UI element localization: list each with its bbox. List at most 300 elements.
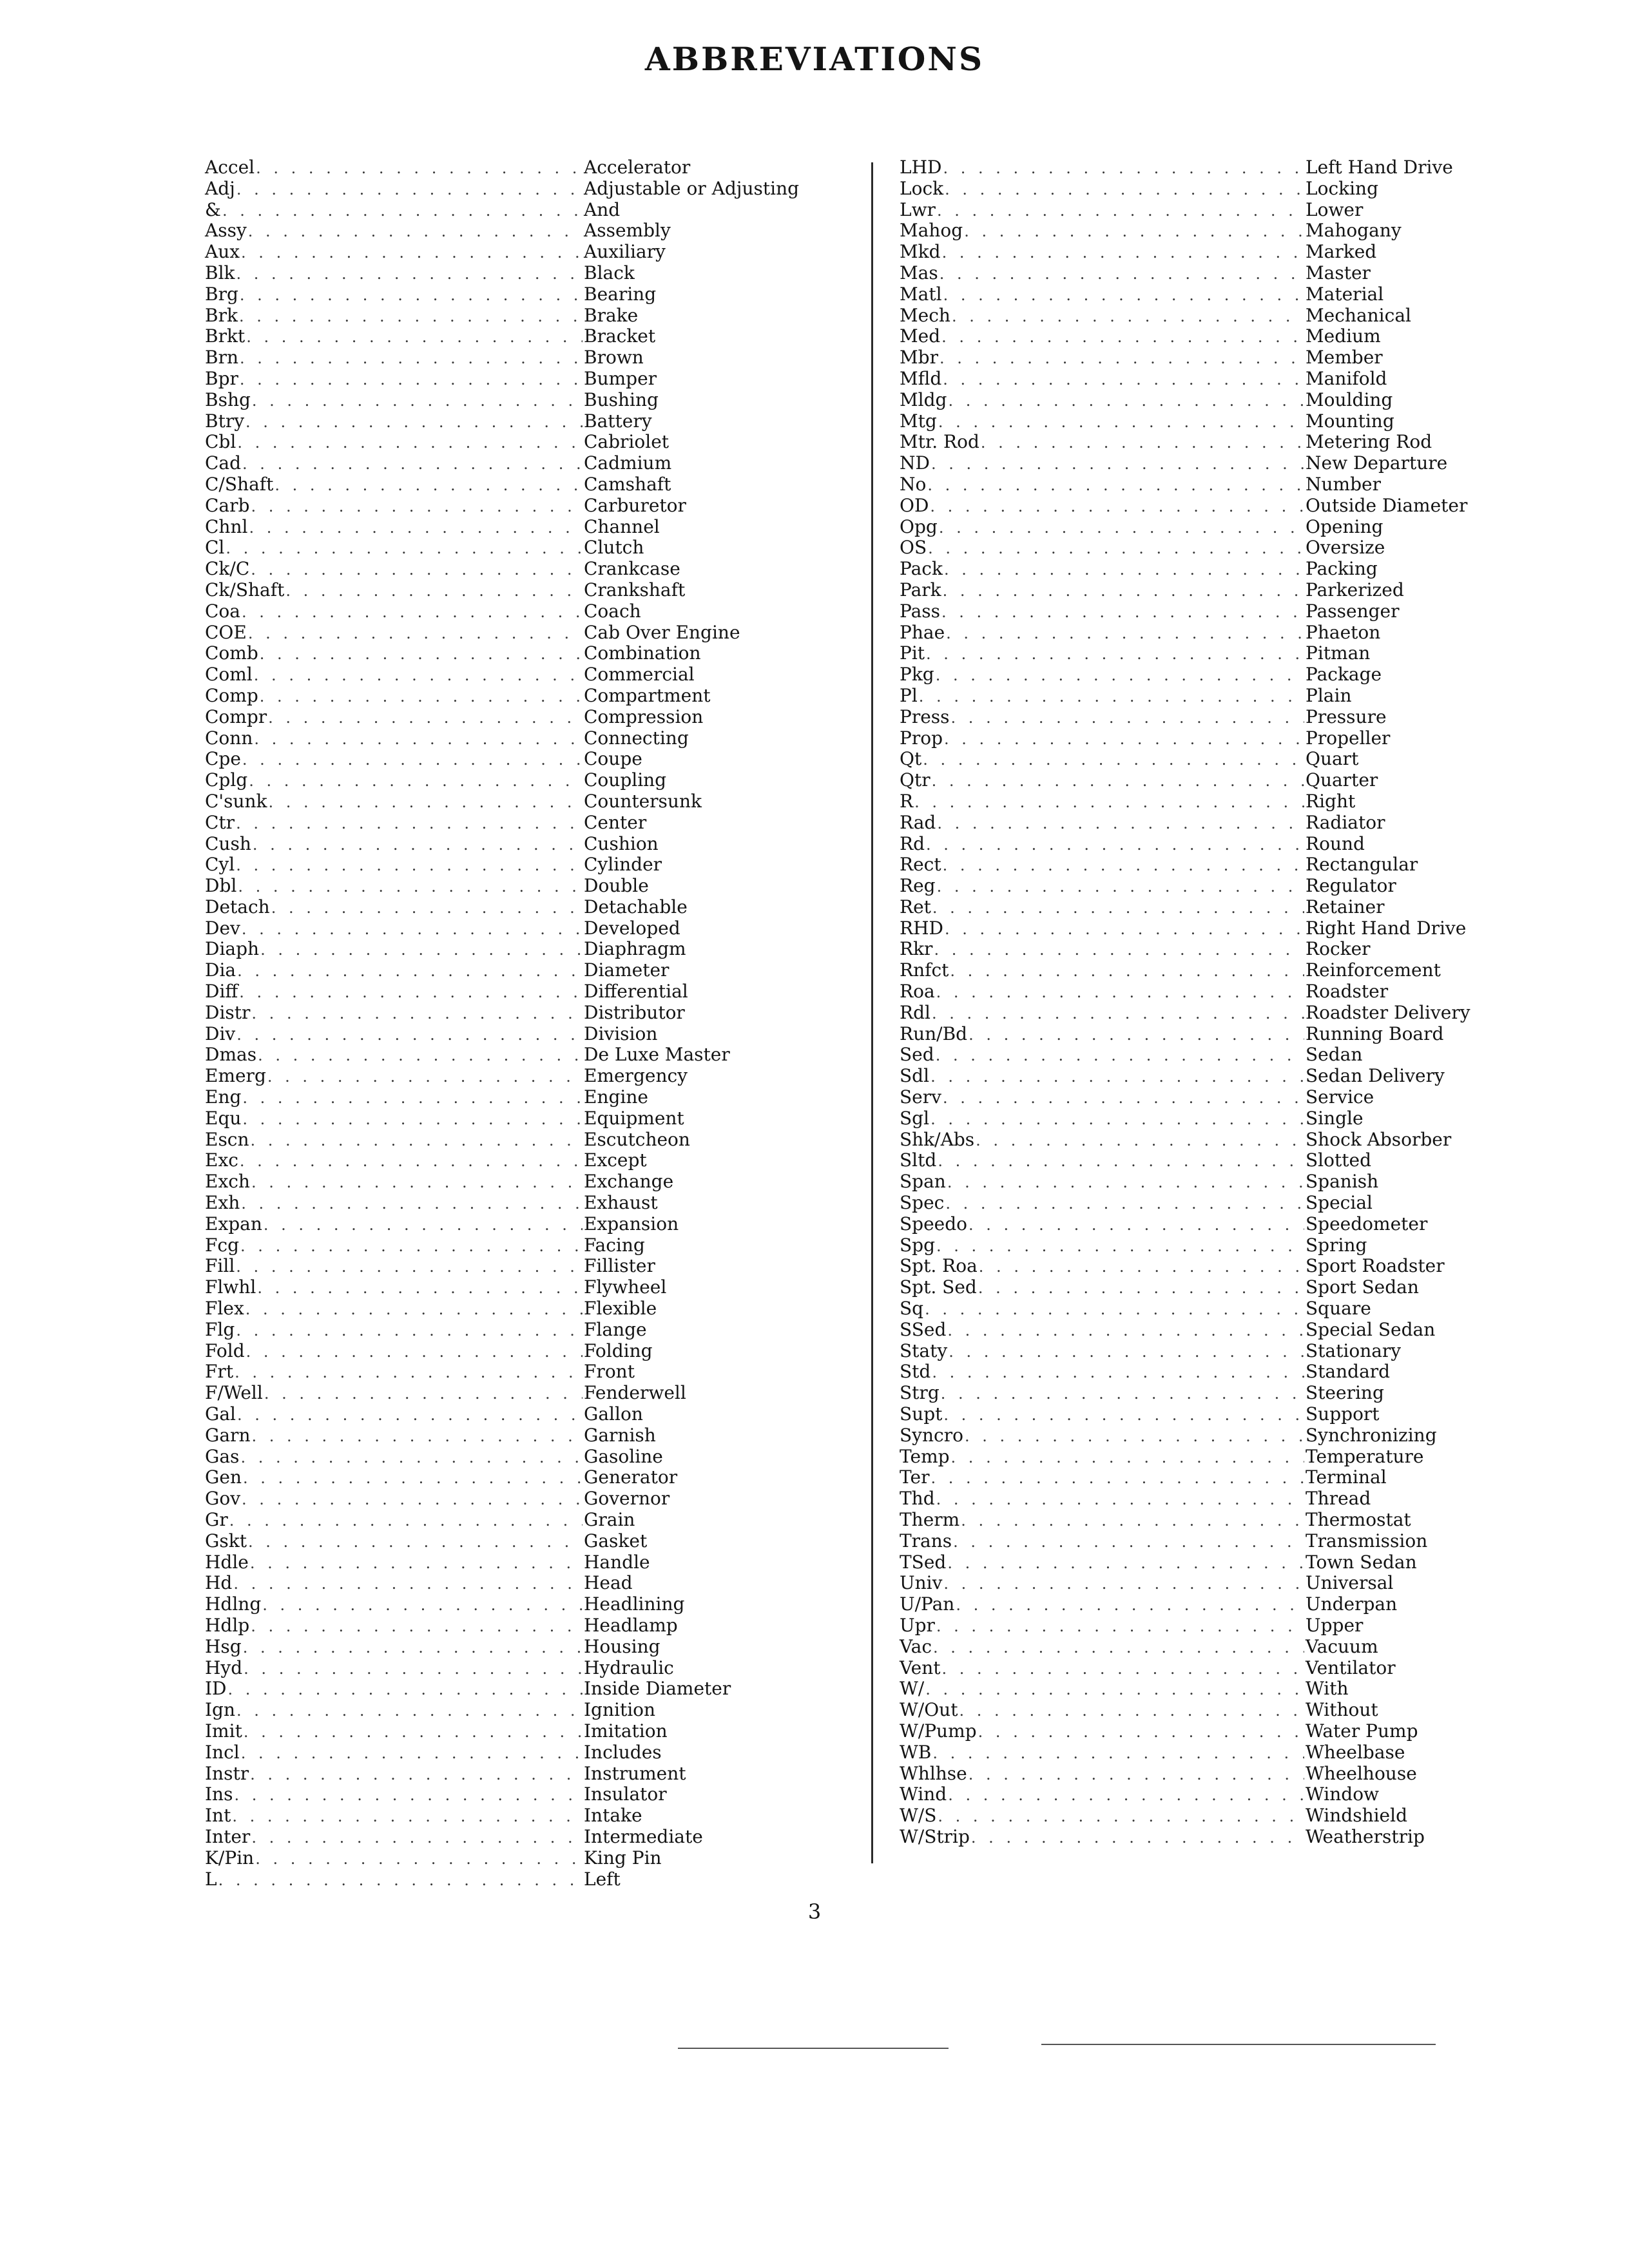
abbreviation-term: Spt. Sed: [900, 1276, 977, 1298]
abbreviation-meaning: Master: [1306, 262, 1371, 284]
abbreviation-entry: [205, 453, 849, 474]
abbreviation-entry: [205, 643, 849, 664]
abbreviation-entry: [205, 686, 849, 707]
abbreviation-term: Assy: [205, 220, 247, 242]
abbreviation-term: Mahog: [900, 220, 963, 242]
abbreviation-term: Vac: [900, 1635, 932, 1657]
scan-rule-right: [1041, 2044, 1436, 2045]
dot-leader: [947, 1172, 1304, 1193]
abbreviation-entry: [900, 1361, 1480, 1383]
abbreviation-entry: [205, 1488, 849, 1510]
abbreviation-term: Gas: [205, 1445, 240, 1467]
dot-leader: [258, 1045, 583, 1066]
abbreviation-meaning: Mounting: [1306, 410, 1394, 432]
abbreviation-meaning: King Pin: [584, 1847, 662, 1869]
abbreviation-term: Pl: [900, 684, 918, 706]
abbreviation-entry: [205, 1214, 849, 1235]
abbreviation-entry: [205, 876, 849, 897]
abbreviation-meaning: Opening: [1306, 515, 1383, 537]
dot-leader: [236, 264, 583, 285]
abbreviation-entry: [900, 1446, 1480, 1468]
abbreviation-term: Coa: [205, 600, 240, 622]
dot-leader: [943, 581, 1304, 602]
abbreviation-entry: [205, 284, 849, 305]
abbreviation-entry: [205, 1341, 849, 1362]
dot-leader: [251, 1003, 583, 1024]
abbreviation-entry: [900, 326, 1480, 347]
abbreviation-term: Dev: [205, 917, 240, 939]
dot-leader: [945, 1193, 1304, 1215]
dot-leader: [241, 1743, 583, 1764]
abbreviation-entry: [900, 1594, 1480, 1615]
abbreviation-meaning: Stationary: [1306, 1340, 1402, 1361]
abbreviation-meaning: Carburetor: [584, 494, 686, 516]
abbreviation-entry: [205, 664, 849, 686]
abbreviation-meaning: Underpan: [1306, 1593, 1398, 1615]
dot-leader: [947, 1553, 1304, 1574]
dot-leader: [969, 1215, 1304, 1236]
abbreviation-term: Roa: [900, 981, 935, 1003]
abbreviation-term: Cl: [205, 537, 225, 559]
dot-leader: [914, 792, 1304, 813]
abbreviation-meaning: Oversize: [1306, 537, 1385, 559]
dot-leader: [938, 1806, 1304, 1827]
abbreviation-entry: [205, 1869, 849, 1890]
abbreviation-term: Ctr: [205, 811, 235, 833]
abbreviation-term: Sdl: [900, 1065, 930, 1087]
abbreviation-entry: [900, 305, 1480, 327]
abbreviation-term: Press: [900, 706, 950, 727]
dot-leader: [964, 221, 1304, 242]
dot-leader: [978, 1722, 1304, 1743]
abbreviation-term: Strg: [900, 1382, 940, 1404]
dot-leader: [936, 1045, 1304, 1066]
abbreviation-meaning: Speedometer: [1306, 1213, 1428, 1235]
abbreviation-entry: [900, 1024, 1480, 1045]
abbreviation-entry: [205, 1573, 849, 1594]
abbreviation-term: Bpr: [205, 367, 238, 389]
abbreviation-meaning: Sedan: [1306, 1044, 1363, 1066]
abbreviation-entry: [900, 1383, 1480, 1404]
abbreviation-meaning: Retainer: [1306, 896, 1385, 918]
dot-leader: [250, 1553, 583, 1574]
abbreviation-entry: [900, 1193, 1480, 1214]
abbreviation-entry: [900, 854, 1480, 876]
abbreviation-term: Cplg: [205, 769, 248, 791]
dot-leader: [260, 686, 583, 707]
abbreviation-meaning: Diameter: [584, 959, 670, 981]
abbreviation-meaning: Vacuum: [1306, 1635, 1378, 1657]
abbreviation-entry: [900, 411, 1480, 432]
dot-leader: [949, 1341, 1304, 1363]
dot-leader: [943, 285, 1304, 306]
abbreviation-meaning: Differential: [584, 981, 688, 1003]
abbreviation-meaning: Transmission: [1306, 1530, 1428, 1552]
abbreviation-entry: [900, 664, 1480, 686]
abbreviation-entry: [205, 707, 849, 728]
abbreviation-meaning: Package: [1306, 664, 1382, 686]
abbreviation-term: Temp: [900, 1445, 950, 1467]
abbreviation-term: Reg: [900, 875, 936, 897]
dot-leader: [236, 1320, 583, 1341]
abbreviation-meaning: Synchronizing: [1306, 1424, 1437, 1446]
abbreviation-entry: [900, 1700, 1480, 1721]
dot-leader: [248, 1532, 583, 1553]
abbreviation-meaning: Includes: [584, 1741, 662, 1763]
abbreviation-entry: [205, 1827, 849, 1848]
abbreviation-meaning: Crankcase: [584, 558, 680, 580]
dot-leader: [249, 771, 583, 792]
abbreviation-entry: [205, 1678, 849, 1700]
abbreviation-meaning: Medium: [1306, 325, 1381, 347]
dot-leader: [236, 1024, 583, 1046]
abbreviation-entry: [205, 1171, 849, 1193]
abbreviation-term: Staty: [900, 1340, 948, 1361]
dot-leader: [253, 834, 583, 856]
dot-leader: [242, 1489, 583, 1510]
abbreviation-entry: [900, 1573, 1480, 1594]
abbreviation-term: W/S: [900, 1805, 937, 1827]
abbreviation-meaning: Developed: [584, 917, 680, 939]
abbreviation-term: Ter: [900, 1466, 930, 1488]
abbreviation-term: Gen: [205, 1466, 242, 1488]
column-divider: [871, 162, 873, 1863]
abbreviation-meaning: Handle: [584, 1551, 650, 1573]
abbreviation-term: Compr: [205, 706, 267, 727]
abbreviation-entry: [205, 1425, 849, 1446]
abbreviation-meaning: Quart: [1306, 748, 1359, 770]
dot-leader: [937, 876, 1304, 898]
abbreviation-entry: [205, 981, 849, 1003]
abbreviation-meaning: Wheelbase: [1306, 1741, 1405, 1763]
abbreviation-term: Flex: [205, 1298, 244, 1320]
abbreviation-meaning: Windshield: [1306, 1805, 1408, 1827]
abbreviation-term: Accel: [205, 157, 255, 178]
dot-leader: [941, 1383, 1304, 1405]
dot-leader: [945, 919, 1304, 940]
abbreviation-term: Ins: [205, 1783, 233, 1805]
dot-leader: [271, 898, 583, 919]
abbreviation-entry: [205, 1044, 849, 1066]
abbreviation-entry: [205, 1637, 849, 1658]
abbreviation-entry: [205, 728, 849, 749]
abbreviation-term: ID: [205, 1678, 227, 1700]
abbreviation-term: Ret: [900, 896, 931, 918]
abbreviation-entry: [900, 1235, 1480, 1256]
abbreviation-meaning: Without: [1306, 1699, 1378, 1721]
abbreviation-meaning: Auxiliary: [584, 241, 666, 263]
dot-leader: [930, 1468, 1304, 1489]
abbreviation-meaning: Right: [1306, 790, 1356, 812]
abbreviation-meaning: Exhaust: [584, 1192, 658, 1214]
dot-leader: [218, 1870, 583, 1891]
abbreviation-meaning: Flange: [584, 1318, 647, 1340]
dot-leader: [936, 665, 1304, 686]
abbreviation-entry: [900, 1531, 1480, 1552]
abbreviation-meaning: Combination: [584, 642, 701, 664]
abbreviation-entry: [900, 1341, 1480, 1362]
abbreviation-meaning: Fillister: [584, 1255, 655, 1277]
abbreviation-term: Univ: [900, 1572, 943, 1594]
dot-leader: [940, 264, 1304, 285]
dot-leader: [240, 1236, 583, 1257]
abbreviation-entry: [900, 1467, 1480, 1488]
abbreviation-meaning: Gasoline: [584, 1445, 663, 1467]
abbreviation-entry: [205, 1087, 849, 1108]
abbreviation-entry: [900, 812, 1480, 834]
abbreviation-term: Exh: [205, 1192, 240, 1214]
abbreviation-meaning: Packing: [1306, 558, 1378, 580]
dot-leader: [933, 1637, 1304, 1658]
abbreviation-entry: [205, 1742, 849, 1763]
abbreviation-meaning: Bumper: [584, 367, 657, 389]
abbreviation-entry: [900, 474, 1480, 495]
abbreviation-term: Escn: [205, 1128, 249, 1150]
abbreviation-meaning: Ventilator: [1306, 1657, 1396, 1678]
abbreviation-meaning: Connecting: [584, 727, 689, 749]
abbreviation-meaning: Roadster: [1306, 981, 1389, 1003]
abbreviation-term: Prop: [900, 727, 943, 749]
abbreviation-term: Comb: [205, 642, 258, 664]
abbreviation-meaning: Left: [584, 1868, 621, 1890]
dot-leader: [945, 179, 1304, 200]
abbreviation-entry: [205, 1150, 849, 1171]
abbreviation-entry: [205, 1615, 849, 1637]
abbreviation-entry: [205, 601, 849, 622]
abbreviation-meaning: Folding: [584, 1340, 653, 1361]
abbreviation-entry: [900, 643, 1480, 664]
abbreviation-entry: [900, 263, 1480, 284]
dot-leader: [943, 158, 1304, 179]
abbreviation-meaning: Battery: [584, 410, 652, 432]
abbreviation-list-right: [900, 157, 1480, 1848]
abbreviation-term: Dia: [205, 959, 236, 981]
abbreviation-meaning: Expansion: [584, 1213, 679, 1235]
abbreviation-entry: [900, 834, 1480, 855]
abbreviation-entry: [205, 347, 849, 369]
abbreviation-term: Std: [900, 1361, 931, 1383]
abbreviation-meaning: Temperature: [1306, 1445, 1424, 1467]
dot-leader: [236, 855, 583, 876]
abbreviation-term: Dmas: [205, 1044, 257, 1066]
abbreviation-entry: [900, 1488, 1480, 1510]
dot-leader: [232, 1806, 583, 1827]
dot-leader: [953, 1532, 1304, 1553]
abbreviation-meaning: Terminal: [1306, 1466, 1387, 1488]
dot-leader: [234, 1785, 583, 1806]
abbreviation-entry: [205, 1066, 849, 1087]
abbreviation-entry: [900, 369, 1480, 390]
abbreviation-meaning: Parkerized: [1306, 579, 1404, 601]
dot-leader: [937, 813, 1304, 834]
abbreviation-entry: [205, 791, 849, 812]
abbreviation-entry: [205, 390, 849, 411]
abbreviation-entry: [205, 770, 849, 791]
abbreviation-meaning: Special: [1306, 1192, 1373, 1214]
dot-leader: [971, 1827, 1304, 1849]
dot-leader: [926, 644, 1304, 665]
abbreviation-term: Sed: [900, 1044, 934, 1066]
abbreviation-meaning: Facing: [584, 1234, 645, 1256]
dot-leader: [240, 285, 583, 306]
abbreviation-term: F/Well: [205, 1382, 263, 1404]
abbreviation-meaning: Headlamp: [584, 1614, 678, 1636]
abbreviation-meaning: Regulator: [1306, 875, 1396, 897]
dot-leader: [976, 1130, 1304, 1151]
dot-leader: [952, 306, 1304, 327]
abbreviation-meaning: Double: [584, 875, 649, 897]
dot-leader: [251, 1616, 583, 1637]
dot-leader: [930, 1066, 1304, 1088]
abbreviation-meaning: Detachable: [584, 896, 688, 918]
dot-leader: [936, 1236, 1304, 1257]
abbreviation-meaning: Escutcheon: [584, 1128, 690, 1150]
abbreviation-term: Cbl: [205, 431, 236, 453]
dot-leader: [246, 1299, 583, 1320]
abbreviation-entry: [205, 411, 849, 432]
dot-leader: [932, 1003, 1304, 1024]
abbreviation-entry: [900, 686, 1480, 707]
abbreviation-meaning: Propeller: [1306, 727, 1391, 749]
dot-leader: [243, 1637, 583, 1658]
abbreviation-term: Chnl: [205, 515, 248, 537]
abbreviation-entry: [205, 200, 849, 221]
dot-leader: [943, 1088, 1304, 1109]
abbreviation-entry: [900, 1129, 1480, 1151]
abbreviation-term: Mtr. Rod: [900, 431, 979, 453]
abbreviation-entry: [205, 1404, 849, 1425]
abbreviation-term: Lwr: [900, 198, 936, 220]
abbreviation-meaning: Square: [1306, 1298, 1371, 1320]
abbreviation-meaning: Inside Diameter: [584, 1678, 731, 1700]
abbreviation-term: WB: [900, 1741, 932, 1763]
dot-leader: [222, 200, 583, 222]
abbreviation-entry: [205, 1510, 849, 1531]
abbreviation-entry: [900, 876, 1480, 897]
dot-leader: [944, 559, 1304, 581]
abbreviation-entry: [900, 1552, 1480, 1573]
abbreviation-entry: [900, 1805, 1480, 1827]
abbreviation-entry: [205, 622, 849, 644]
dot-leader: [979, 1256, 1304, 1278]
abbreviation-term: Supt: [900, 1403, 943, 1425]
abbreviation-term: Shk/Abs: [900, 1128, 975, 1150]
abbreviation-term: Park: [900, 579, 941, 601]
dot-leader: [965, 1426, 1304, 1447]
abbreviation-term: Spg: [900, 1234, 936, 1256]
abbreviation-term: W/Strip: [900, 1825, 970, 1847]
abbreviation-term: K/Pin: [205, 1847, 255, 1869]
abbreviation-term: SSed: [900, 1318, 947, 1340]
abbreviation-meaning: Spring: [1306, 1234, 1367, 1256]
abbreviation-meaning: Grain: [584, 1509, 635, 1530]
abbreviation-meaning: Slotted: [1306, 1149, 1371, 1171]
abbreviation-term: R: [900, 790, 914, 812]
dot-leader: [237, 961, 583, 982]
abbreviation-entry: [205, 1361, 849, 1383]
dot-leader: [932, 898, 1304, 919]
abbreviation-term: Detach: [205, 896, 270, 918]
abbreviation-term: Qtr: [900, 769, 930, 791]
abbreviation-entry: [205, 1193, 849, 1214]
abbreviation-term: Garn: [205, 1424, 251, 1446]
abbreviation-entry: [205, 1700, 849, 1721]
abbreviation-meaning: Cadmium: [584, 452, 672, 474]
abbreviation-entry: [205, 326, 849, 347]
abbreviation-term: Bshg: [205, 389, 251, 410]
abbreviation-term: Lock: [900, 177, 944, 199]
abbreviation-term: Coml: [205, 664, 253, 686]
abbreviation-meaning: Housing: [584, 1635, 660, 1657]
dot-leader: [926, 834, 1304, 856]
abbreviation-meaning: Assembly: [584, 220, 671, 242]
dot-leader: [931, 454, 1304, 475]
dot-leader: [262, 1595, 583, 1616]
abbreviation-term: COE: [205, 621, 247, 643]
abbreviation-entry: [900, 347, 1480, 369]
abbreviation-meaning: Cabriolet: [584, 431, 670, 453]
abbreviation-meaning: Mechanical: [1306, 304, 1411, 326]
abbreviation-term: Brn: [205, 347, 238, 369]
abbreviation-term: W/Pump: [900, 1720, 977, 1742]
abbreviation-entry: [205, 1763, 849, 1785]
dot-leader: [238, 876, 583, 898]
abbreviation-meaning: Manifold: [1306, 367, 1387, 389]
abbreviation-entry: [900, 1108, 1480, 1129]
abbreviation-meaning: Adjustable or Adjusting: [584, 177, 800, 199]
abbreviation-meaning: Emergency: [584, 1065, 688, 1087]
dot-leader: [242, 1109, 583, 1130]
abbreviation-meaning: Cylinder: [584, 854, 662, 876]
abbreviation-meaning: Headlining: [584, 1593, 685, 1615]
abbreviation-term: TSed: [900, 1551, 947, 1573]
abbreviation-meaning: Water Pump: [1306, 1720, 1418, 1742]
abbreviation-meaning: Exchange: [584, 1171, 674, 1193]
abbreviation-term: Rd: [900, 832, 925, 854]
dot-leader: [237, 432, 583, 454]
dot-leader: [961, 1510, 1304, 1532]
dot-leader: [944, 729, 1304, 750]
abbreviation-term: W/Out: [900, 1699, 958, 1721]
abbreviation-term: ND: [900, 452, 930, 474]
dot-leader: [943, 1405, 1304, 1426]
abbreviation-meaning: Gasket: [584, 1530, 648, 1552]
abbreviation-term: Rkr: [900, 938, 933, 960]
abbreviation-entry: [205, 242, 849, 263]
abbreviation-term: Btry: [205, 410, 245, 432]
abbreviation-term: Hdlng: [205, 1593, 262, 1615]
abbreviation-entry: [205, 1805, 849, 1827]
abbreviation-entry: [205, 1784, 849, 1805]
dot-leader: [229, 1510, 583, 1532]
abbreviation-entry: [900, 622, 1480, 644]
abbreviation-meaning: Generator: [584, 1466, 678, 1488]
abbreviation-entry: [900, 1214, 1480, 1235]
abbreviation-entry: [900, 1150, 1480, 1171]
abbreviation-term: Mtg: [900, 410, 937, 432]
abbreviation-meaning: Distributor: [584, 1001, 685, 1023]
abbreviation-term: U/Pan: [900, 1593, 955, 1615]
abbreviation-term: Brk: [205, 304, 238, 326]
dot-leader: [241, 1193, 583, 1215]
abbreviation-entry: [900, 1256, 1480, 1277]
abbreviation-entry: [900, 1658, 1480, 1679]
abbreviation-term: Hsg: [205, 1635, 242, 1657]
abbreviation-term: Speedo: [900, 1213, 968, 1235]
abbreviation-term: Cyl: [205, 854, 235, 876]
dot-leader: [275, 475, 583, 496]
abbreviation-entry: [900, 981, 1480, 1003]
